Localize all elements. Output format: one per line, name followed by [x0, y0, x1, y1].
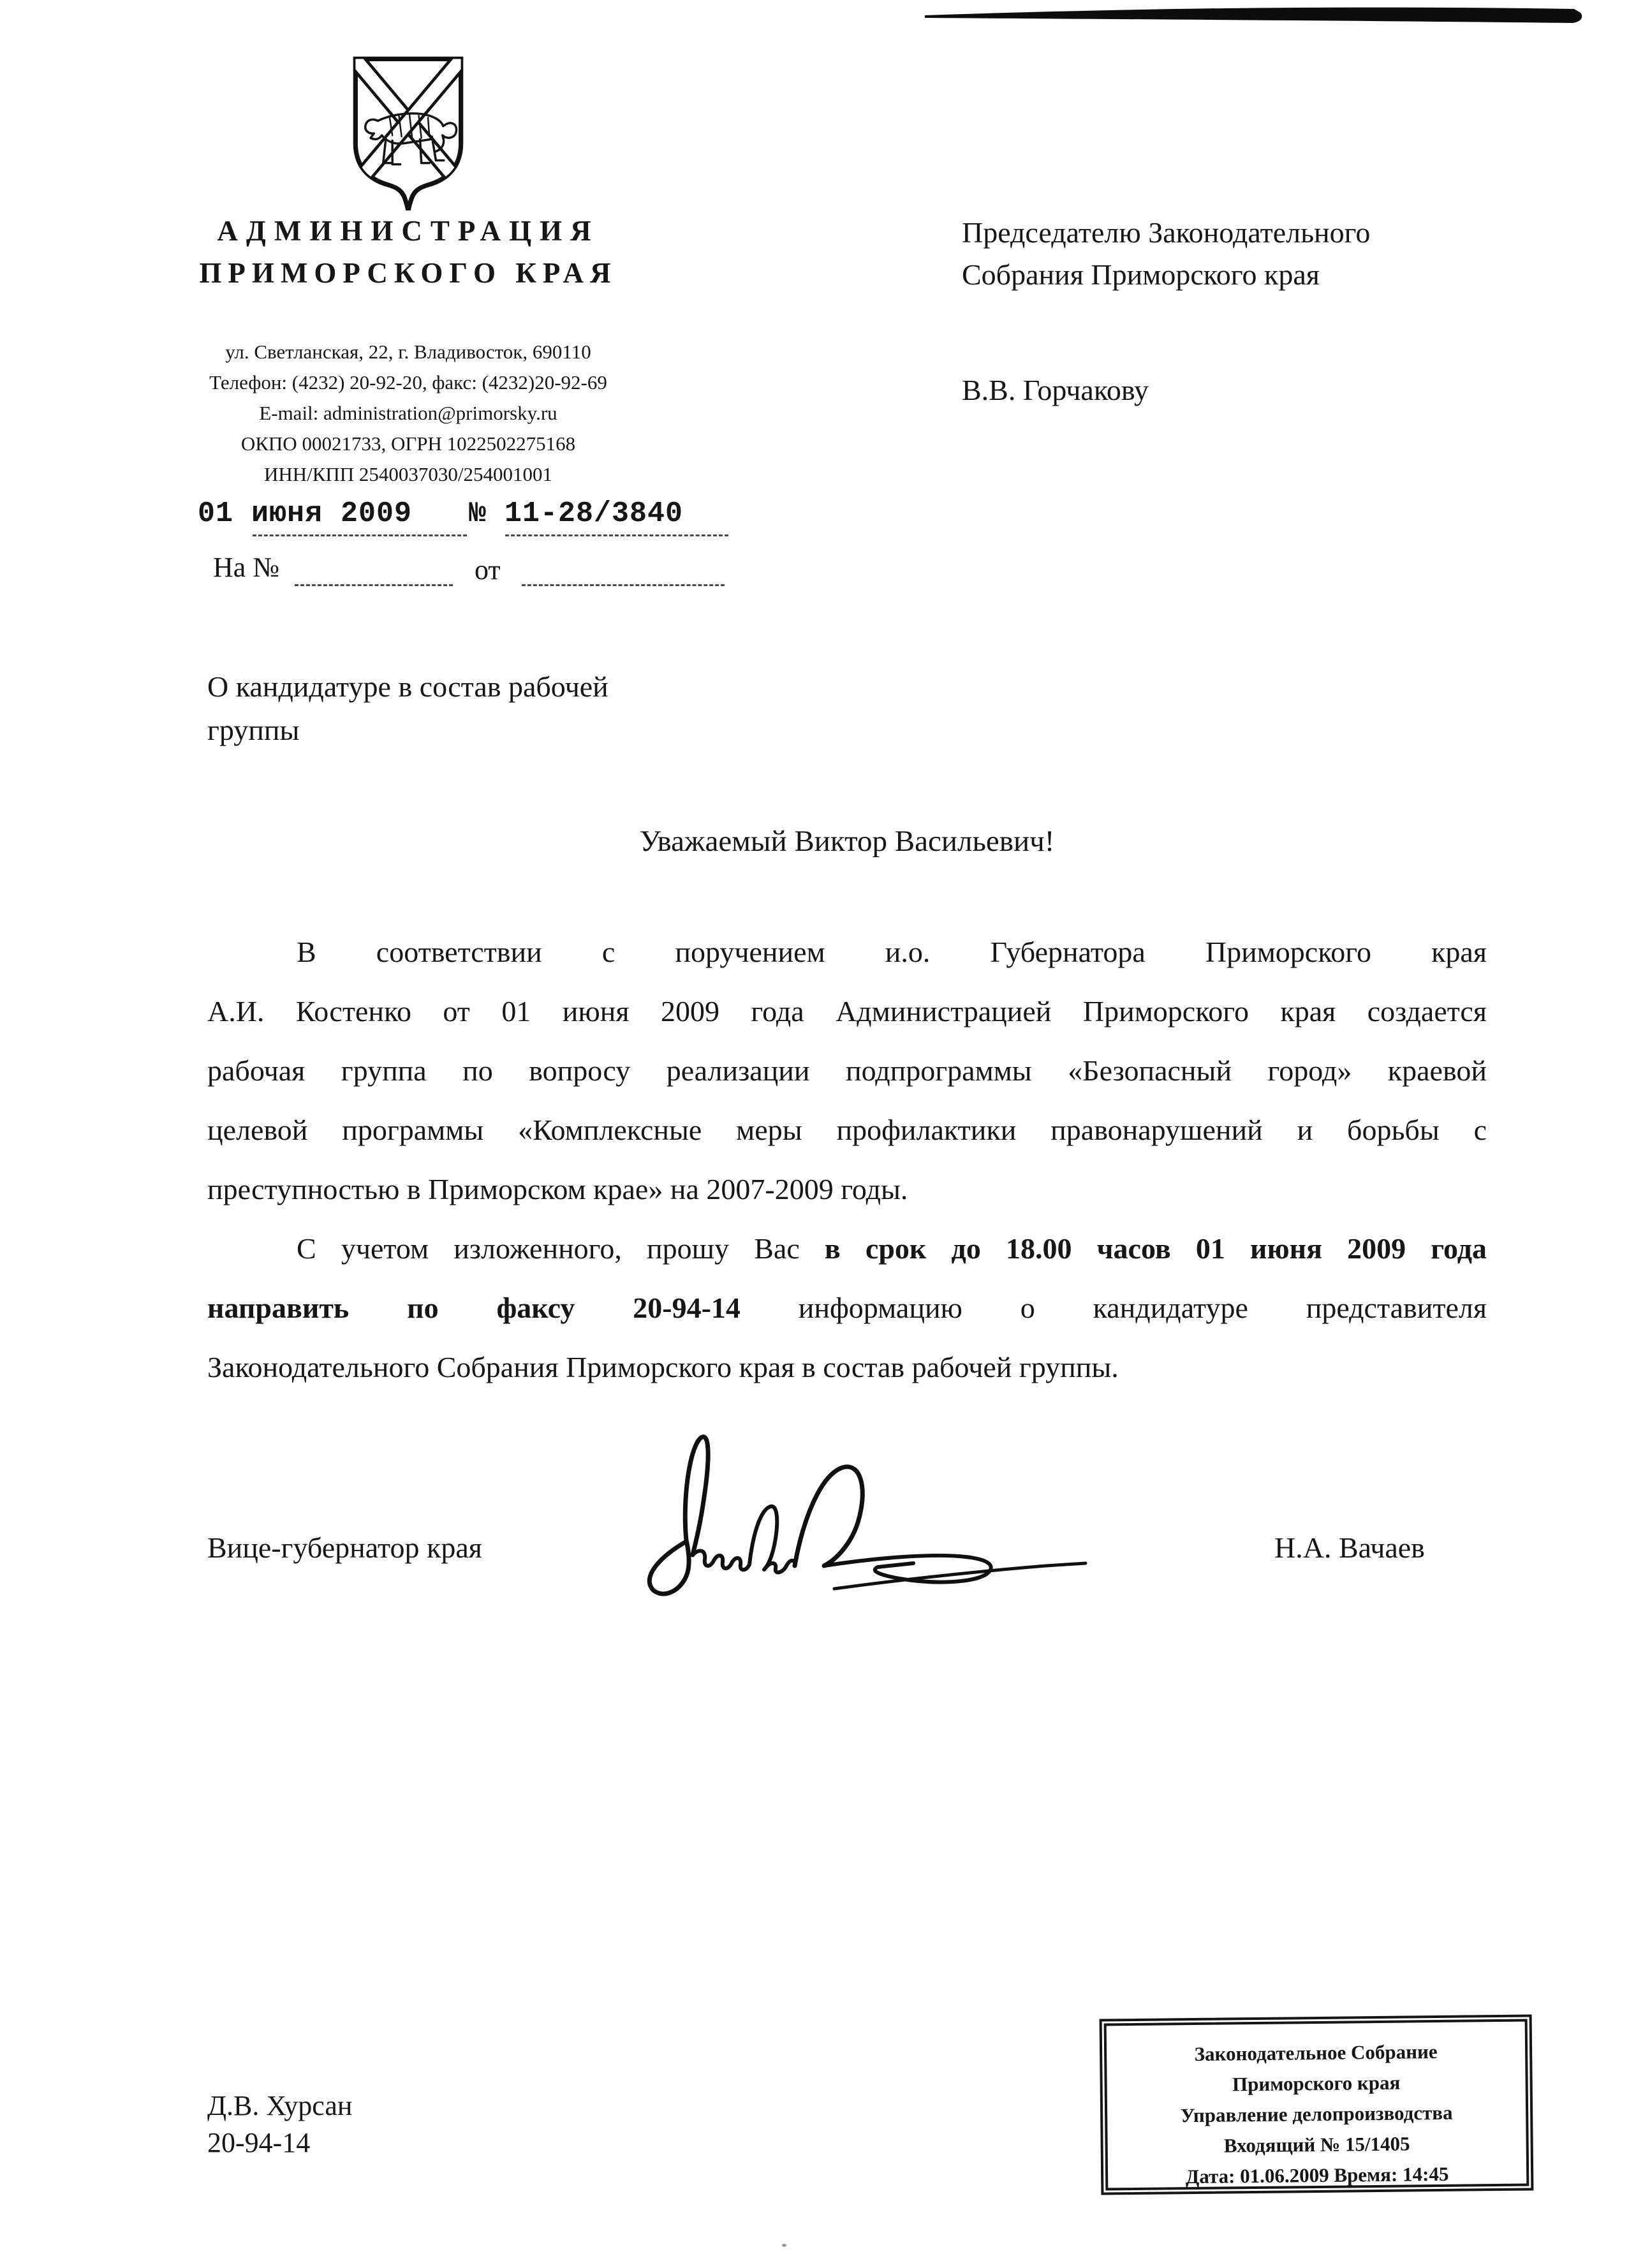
reply-from-label: от: [475, 554, 501, 585]
address-line: ул. Светланская, 22, г. Владивосток, 690110: [225, 341, 591, 363]
body-line: С учетом изложенного, прошу Вас в срок до 18.00 часов 01 июня 2009 года: [297, 1232, 1487, 1265]
org-name-line2: ПРИМОРСКОГО КРАЯ: [199, 257, 617, 289]
body-line: В соответствии с поручением и.о. Губернатора Приморского края: [297, 936, 1487, 968]
org-name-line1: АДМИНИСТРАЦИЯ: [217, 215, 600, 247]
reply-to-label: На №: [213, 552, 280, 583]
letterhead-contact-block: [83, 337, 733, 490]
stamp-org-line1: Законодательное Собрание: [1194, 2040, 1438, 2065]
okpo-ogrn-line: ОКПО 00021733, ОГРН 1022502275168: [240, 432, 576, 455]
recipient-name: В.В. Горчакову: [962, 374, 1149, 406]
subject-line2: группы: [207, 714, 300, 746]
subject-line1: О кандидатуре в состав рабочей: [207, 670, 608, 703]
salutation: Уважаемый Виктор Васильевич!: [639, 825, 1055, 858]
stamp-department: Управление делопроизводства: [1180, 2101, 1453, 2127]
stamp-incoming-number: Входящий № 15/1405: [1223, 2132, 1410, 2157]
executor-phone: 20-94-14: [207, 2127, 311, 2158]
letter-date: 01 июня 2009: [198, 497, 413, 530]
reply-number-blank: [295, 584, 453, 586]
reply-date-blank: [522, 584, 725, 586]
email-line: E-mail: administration@primorsky.ru: [259, 402, 557, 424]
body-line: Законодательного Собрания Приморского края в состав рабочей группы.: [207, 1351, 1119, 1383]
body-line: преступностью в Приморском крае» на 2007-2009 годы.: [207, 1173, 908, 1205]
scan-artifact-line: [924, 4, 1588, 31]
date-underline: [253, 534, 467, 536]
signer-name: Н.А. Вачаев: [1274, 1531, 1425, 1564]
body-line: целевой программы «Комплексные меры профилактики правонарушений и борьбы с: [207, 1114, 1487, 1146]
letter-body: [207, 922, 1487, 1397]
executor-name: Д.В. Хурсан: [207, 2090, 353, 2121]
number-underline: [505, 534, 728, 536]
handwritten-signature: [600, 1406, 1123, 1604]
scan-speck: [782, 2244, 786, 2247]
signer-title: Вице-губернатор края: [207, 1531, 482, 1564]
coat-of-arms-primorsky-tiger-icon: [348, 52, 468, 210]
inn-kpp-line: ИНН/КПП 2540037030/254001001: [263, 463, 553, 485]
body-line: А.И. Костенко от 01 июня 2009 года Администрацией Приморского края создается: [207, 995, 1487, 1027]
body-line: направить по факсу 20-94-14 информацию о кандидатуре представителя: [207, 1292, 1487, 1324]
phone-line: Телефон: (4232) 20-92-20, факс: (4232)20-92-69: [209, 371, 607, 394]
body-line: рабочая группа по вопросу реализации подпрограммы «Безопасный город» краевой: [207, 1054, 1487, 1087]
stamp-date-time: Дата: 01.06.2009 Время: 14:45: [1185, 2162, 1449, 2188]
incoming-registration-stamp: [1100, 2014, 1534, 2195]
recipient-title-line2: Собрания Приморского края: [962, 258, 1320, 291]
stamp-org-line2: Приморского края: [1232, 2071, 1401, 2096]
letter-number: № 11-28/3840: [469, 497, 684, 530]
recipient-title-line1: Председателю Законодательного: [962, 216, 1371, 249]
